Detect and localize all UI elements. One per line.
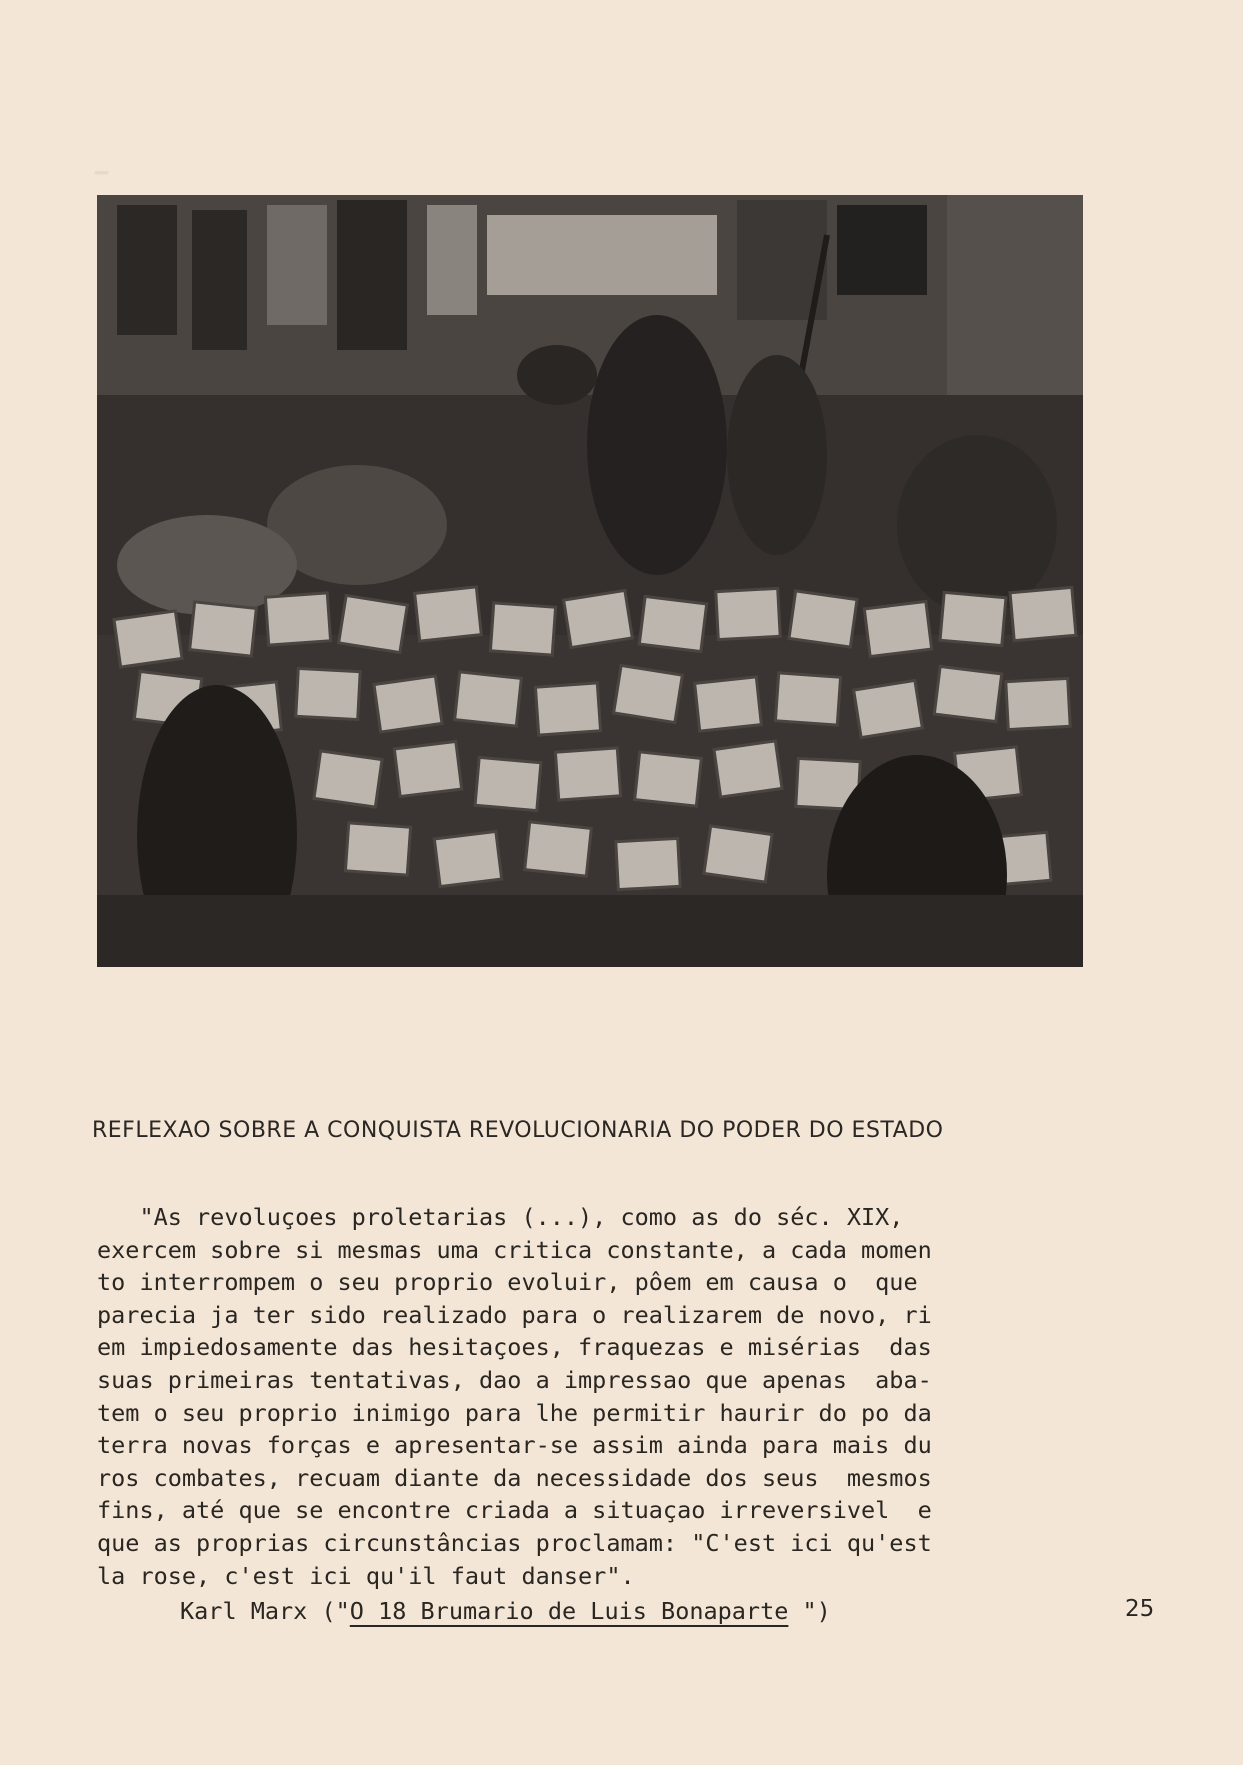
quote-line: la rose, c'est ici qu'il faut danser". — [97, 1561, 635, 1590]
quote-line: exercem sobre si mesmas uma critica constante, a cada momen — [97, 1235, 932, 1264]
quote-line: to interrompem o seu proprio evoluir, pôem em causa o que — [97, 1268, 918, 1297]
quote-line: "As revoluçoes proletarias (...), como as do séc. XIX, — [97, 1203, 904, 1231]
quote-attribution — [180, 1597, 831, 1625]
quote-line: suas primeiras tentativas, dao a impressao que apenas aba- — [97, 1365, 932, 1394]
attribution-close: ") — [788, 1597, 831, 1625]
quote-line: parecia ja ter sido realizado para o realizarem de novo, ri — [97, 1300, 932, 1329]
quote-line: em impiedosamente das hesitaçoes, fraquezas e misérias das — [97, 1333, 932, 1362]
quote-line: que as proprias circunstâncias proclamam: "C'est ici qu'est — [97, 1528, 932, 1557]
barricade-illustration — [97, 195, 1083, 967]
quote-line: tem o seu proprio inimigo para lhe permitir haurir do po da — [97, 1398, 932, 1427]
attribution-author: Karl Marx (" — [180, 1597, 350, 1625]
page-heading: REFLEXAO SOBRE A CONQUISTA REVOLUCIONARIA DO PODER DO ESTADO — [92, 1118, 944, 1143]
bleed-through-text: ▁ — [95, 150, 109, 175]
quote-line: ros combates, recuam diante da necessidade dos seus mesmos — [97, 1463, 932, 1492]
quote-line: terra novas forças e apresentar-se assim ainda para mais du — [97, 1431, 932, 1460]
barricade-photo — [97, 195, 1083, 967]
marx-quote — [97, 1201, 1107, 1592]
attribution-title: O 18 Brumario de Luis Bonaparte — [349, 1597, 789, 1625]
page-number: 25 — [1125, 1596, 1155, 1622]
quote-line: fins, até que se encontre criada a situaçao irreversivel e — [97, 1496, 932, 1525]
